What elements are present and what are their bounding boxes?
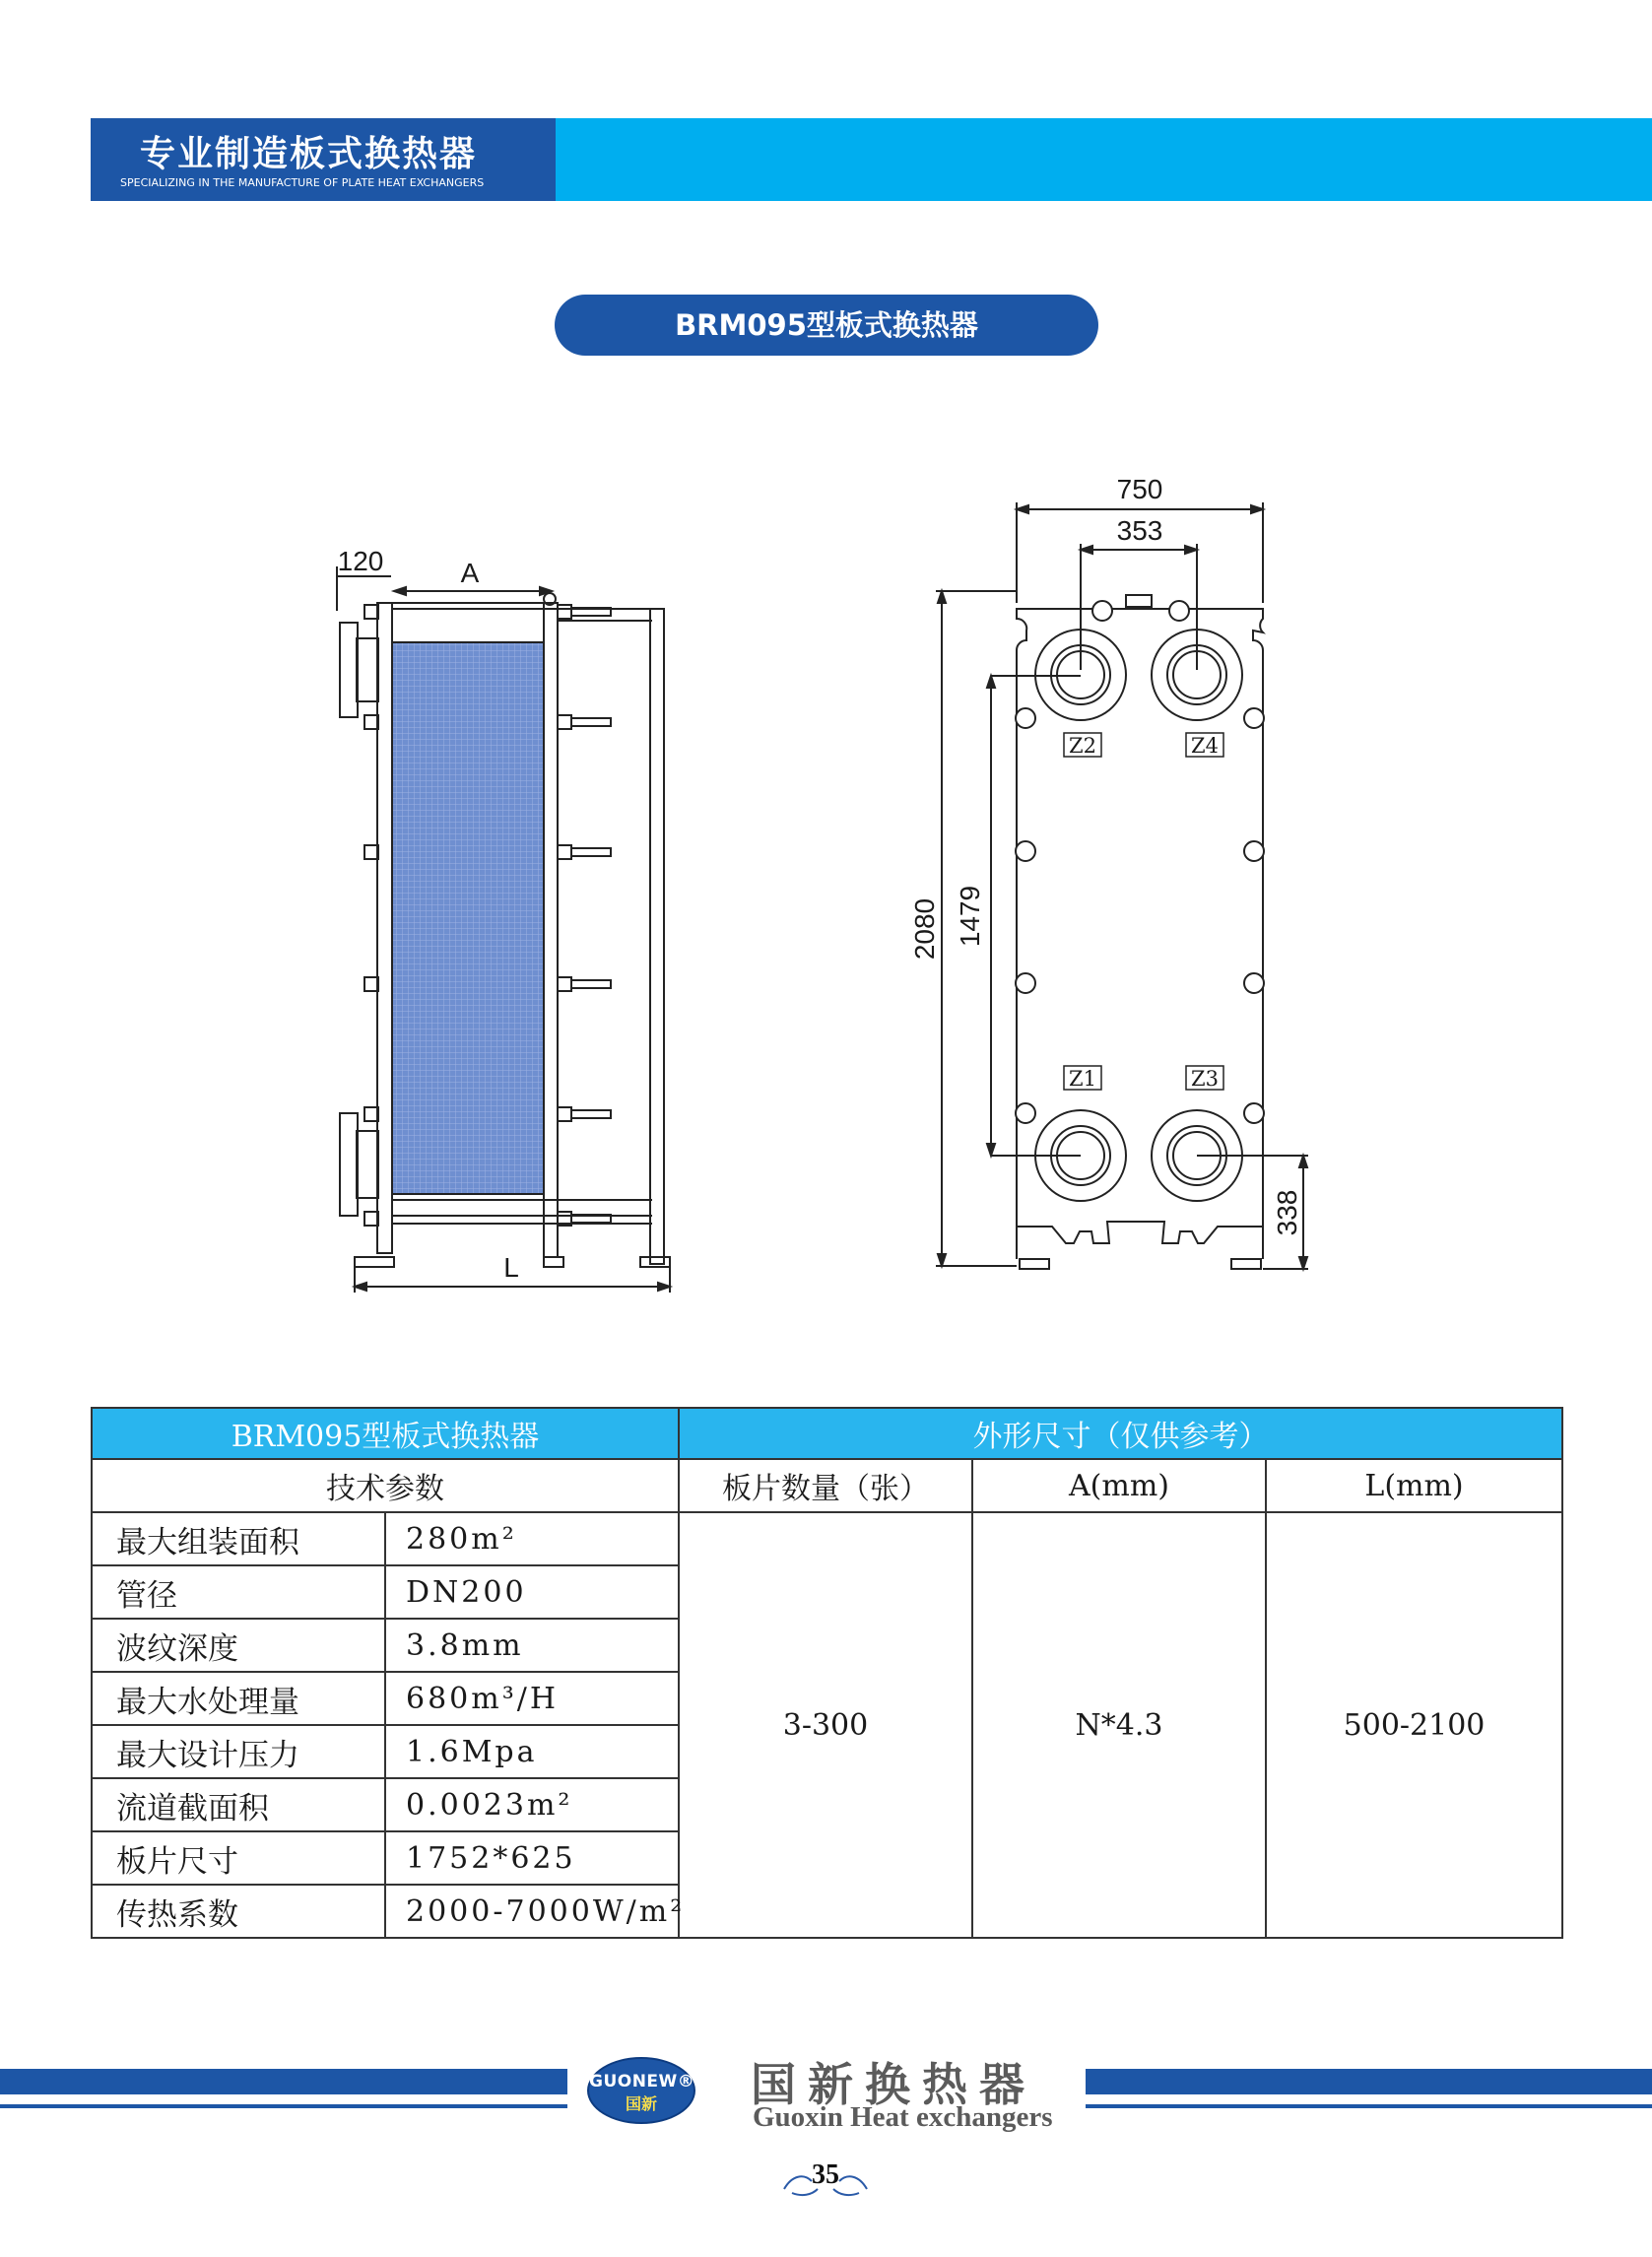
footer-line-left — [0, 2104, 567, 2108]
page-number: 35 — [812, 2159, 839, 2190]
port-label-z1: Z1 — [1069, 1067, 1096, 1091]
param-label: 最大水处理量 — [92, 1672, 385, 1725]
l-value: 500-2100 — [1266, 1512, 1562, 1938]
dim-a-label: A — [460, 558, 480, 588]
port-label-z3: Z3 — [1191, 1067, 1219, 1091]
brand-name-en: Guoxin Heat exchangers — [753, 2101, 1053, 2133]
plates-value: 3-300 — [679, 1512, 972, 1938]
side-view-drawing — [337, 566, 670, 1293]
param-label: 板片尺寸 — [92, 1831, 385, 1885]
front-view-drawing — [936, 502, 1308, 1269]
dim-120-label: 120 — [337, 546, 384, 576]
port-flanges — [1035, 630, 1242, 1201]
model-title: BRM095型板式换热器 — [555, 295, 1098, 356]
header-title: 专业制造板式换热器 — [140, 134, 478, 174]
logo-text-cn: 国新 — [625, 2094, 657, 2113]
param-label: 波纹深度 — [92, 1619, 385, 1672]
port-label-z4: Z4 — [1191, 734, 1219, 758]
param-value: 680m³/H — [385, 1672, 679, 1725]
port-tags — [1064, 733, 1223, 1090]
dim-2080-label: 2080 — [909, 897, 940, 961]
param-label: 最大组装面积 — [92, 1512, 385, 1565]
footer-line-right — [1086, 2104, 1652, 2108]
header-subtitle: SPECIALIZING IN THE MANUFACTURE OF PLATE HEAT EXCHANGERS — [120, 176, 485, 189]
tech-params-header: 技术参数 — [92, 1459, 679, 1512]
param-value: 0.0023m² — [385, 1778, 679, 1831]
param-value: 280m² — [385, 1512, 679, 1565]
dim-750-label: 750 — [1116, 474, 1163, 504]
company-logo — [587, 2057, 695, 2124]
dim-1479-label: 1479 — [955, 885, 985, 948]
dim-l-label: L — [503, 1252, 519, 1283]
col-header-a: A(mm) — [972, 1459, 1266, 1512]
param-value: DN200 — [385, 1565, 679, 1619]
header-banner-bar — [547, 118, 1652, 201]
param-label: 最大设计压力 — [92, 1725, 385, 1778]
brand-name-cn: 国新换热器 — [751, 2058, 1036, 2111]
col-header-plates: 板片数量（张） — [679, 1459, 972, 1512]
logo-text-en: GUONEW® — [589, 2072, 695, 2091]
param-label: 流道截面积 — [92, 1778, 385, 1831]
dim-338-label: 338 — [1272, 1189, 1302, 1236]
dim-353-label: 353 — [1116, 515, 1163, 546]
footer-bar-left — [0, 2069, 567, 2094]
footer-bar-right — [1086, 2069, 1652, 2094]
port-label-z2: Z2 — [1069, 734, 1096, 758]
param-value: 3.8mm — [385, 1619, 679, 1672]
param-value: 1.6Mpa — [385, 1725, 679, 1778]
param-value: 2000-7000W/m² — [385, 1885, 679, 1938]
a-value: N*4.3 — [972, 1512, 1266, 1938]
param-label: 管径 — [92, 1565, 385, 1619]
param-value: 1752*625 — [385, 1831, 679, 1885]
spec-table — [91, 1407, 1563, 1939]
table-header-dimensions: 外形尺寸（仅供参考） — [679, 1408, 1562, 1459]
param-label: 传热系数 — [92, 1885, 385, 1938]
table-header-model: BRM095型板式换热器 — [92, 1408, 679, 1459]
technical-drawings — [0, 394, 1652, 1320]
col-header-l: L(mm) — [1266, 1459, 1562, 1512]
